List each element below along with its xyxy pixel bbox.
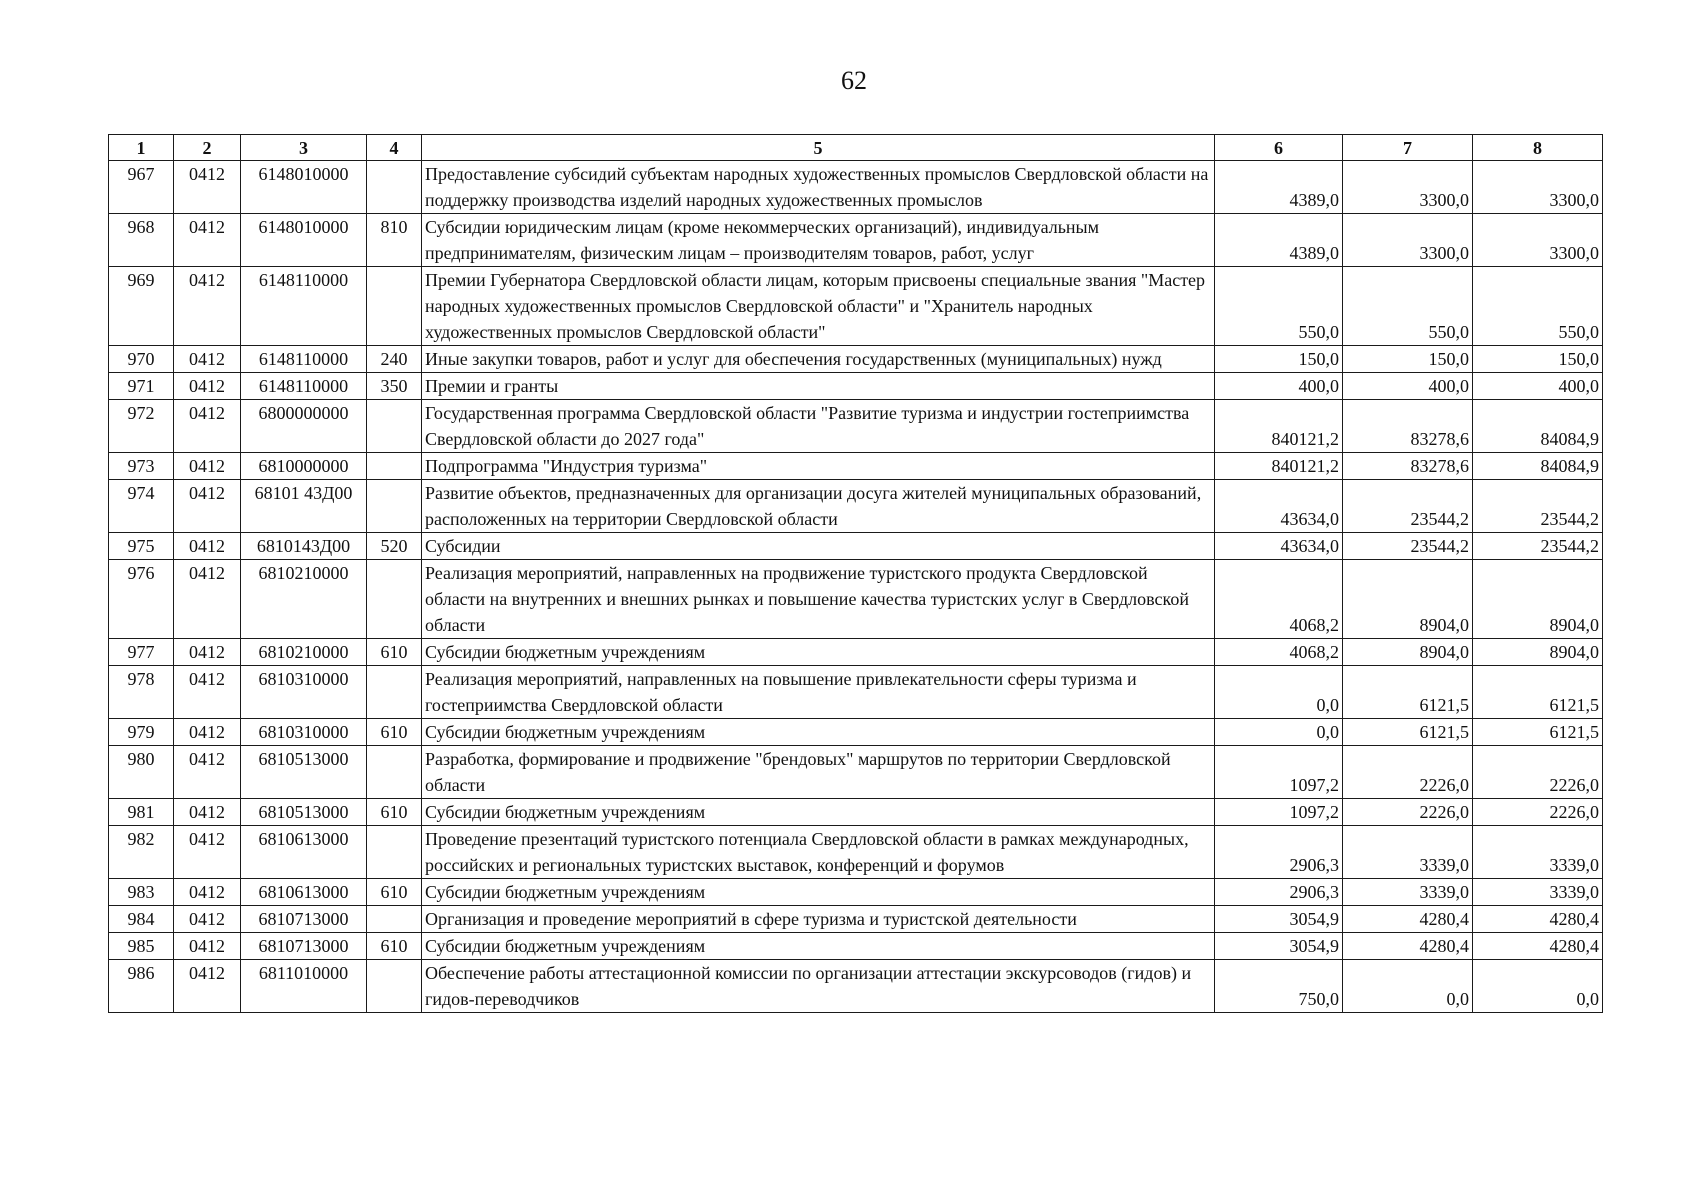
table-row: [109, 373, 1603, 400]
amount-col-6: 4389,0: [1215, 161, 1343, 214]
amount-col-6: 840121,2: [1215, 400, 1343, 453]
section-code: 0412: [174, 906, 241, 933]
amount-col-8: 23544,2: [1473, 533, 1603, 560]
amount-col-8: 6121,5: [1473, 666, 1603, 719]
amount-col-6: 3054,9: [1215, 933, 1343, 960]
row-number: 985: [109, 933, 174, 960]
row-number: 968: [109, 214, 174, 267]
row-number: 980: [109, 746, 174, 799]
expense-type-code: [367, 453, 422, 480]
section-code: 0412: [174, 400, 241, 453]
expense-type-code: [367, 400, 422, 453]
amount-col-6: 43634,0: [1215, 480, 1343, 533]
amount-col-8: 2226,0: [1473, 799, 1603, 826]
amount-col-6: 400,0: [1215, 373, 1343, 400]
amount-col-6: 1097,2: [1215, 746, 1343, 799]
amount-col-7: 400,0: [1343, 373, 1473, 400]
row-number: 986: [109, 960, 174, 1013]
amount-col-8: 8904,0: [1473, 560, 1603, 639]
expense-type-code: 610: [367, 879, 422, 906]
amount-col-8: 2226,0: [1473, 746, 1603, 799]
section-code: 0412: [174, 719, 241, 746]
amount-col-8: 4280,4: [1473, 933, 1603, 960]
expense-type-code: [367, 906, 422, 933]
table-row: [109, 960, 1603, 1013]
amount-col-8: 84084,9: [1473, 400, 1603, 453]
amount-col-7: 3339,0: [1343, 826, 1473, 879]
page-number: 62: [841, 66, 867, 95]
item-name: Субсидии бюджетным учреждениям: [422, 879, 1215, 906]
row-number: 975: [109, 533, 174, 560]
expense-type-code: [367, 267, 422, 346]
target-article-code: 6810210000: [241, 639, 367, 666]
section-code: 0412: [174, 826, 241, 879]
table-row: [109, 639, 1603, 666]
row-number: 972: [109, 400, 174, 453]
item-name: Субсидии бюджетным учреждениям: [422, 933, 1215, 960]
section-code: 0412: [174, 746, 241, 799]
item-name: Предоставление субсидий субъектам народных художественных промыслов Свердловской области на поддержку производства изделий народных художественных промыслов: [422, 161, 1215, 214]
item-name: Разработка, формирование и продвижение "брендовых" маршрутов по территории Свердловской области: [422, 746, 1215, 799]
amount-col-6: 150,0: [1215, 346, 1343, 373]
amount-col-7: 23544,2: [1343, 533, 1473, 560]
amount-col-7: 23544,2: [1343, 480, 1473, 533]
table-row: [109, 214, 1603, 267]
amount-col-6: 4068,2: [1215, 639, 1343, 666]
item-name: Проведение презентаций туристского потенциала Свердловской области в рамках международных, российских и региональных туристских выставок, конференций и форумов: [422, 826, 1215, 879]
amount-col-8: 23544,2: [1473, 480, 1603, 533]
amount-col-6: 43634,0: [1215, 533, 1343, 560]
section-code: 0412: [174, 533, 241, 560]
item-name: Субсидии юридическим лицам (кроме некоммерческих организаций), индивидуальным предпринимателям, физическим лицам – производителям товаров, работ, услуг: [422, 214, 1215, 267]
amount-col-8: 3300,0: [1473, 214, 1603, 267]
row-number: 979: [109, 719, 174, 746]
amount-col-7: 2226,0: [1343, 799, 1473, 826]
amount-col-7: 4280,4: [1343, 906, 1473, 933]
target-article-code: 68101 43Д00: [241, 480, 367, 533]
row-number: 984: [109, 906, 174, 933]
header-col-8: 8: [1473, 135, 1603, 161]
amount-col-6: 0,0: [1215, 719, 1343, 746]
item-name: Развитие объектов, предназначенных для организации досуга жителей муниципальных образований, расположенных на территории Свердловской области: [422, 480, 1215, 533]
section-code: 0412: [174, 453, 241, 480]
table-row: [109, 560, 1603, 639]
item-name: Иные закупки товаров, работ и услуг для обеспечения государственных (муниципальных) нужд: [422, 346, 1215, 373]
table-row: [109, 719, 1603, 746]
expense-type-code: 240: [367, 346, 422, 373]
amount-col-7: 3339,0: [1343, 879, 1473, 906]
amount-col-6: 2906,3: [1215, 879, 1343, 906]
table-row: [109, 267, 1603, 346]
expense-type-code: [367, 560, 422, 639]
target-article-code: 6810000000: [241, 453, 367, 480]
section-code: 0412: [174, 799, 241, 826]
amount-col-6: 550,0: [1215, 267, 1343, 346]
amount-col-7: 150,0: [1343, 346, 1473, 373]
table-body: [109, 161, 1603, 1013]
target-article-code: 6148110000: [241, 346, 367, 373]
item-name: Государственная программа Свердловской области "Развитие туризма и индустрии гостеприимства Свердловской области до 2027 года": [422, 400, 1215, 453]
section-code: 0412: [174, 267, 241, 346]
header-col-7: 7: [1343, 135, 1473, 161]
expense-type-code: [367, 746, 422, 799]
target-article-code: 6810713000: [241, 933, 367, 960]
row-number: 973: [109, 453, 174, 480]
expense-type-code: 520: [367, 533, 422, 560]
amount-col-8: 150,0: [1473, 346, 1603, 373]
target-article-code: 6810613000: [241, 879, 367, 906]
header-col-1: 1: [109, 135, 174, 161]
amount-col-7: 4280,4: [1343, 933, 1473, 960]
target-article-code: 6148110000: [241, 267, 367, 346]
item-name: Организация и проведение мероприятий в сфере туризма и туристской деятельности: [422, 906, 1215, 933]
expense-type-code: 610: [367, 933, 422, 960]
table-row: [109, 400, 1603, 453]
expense-type-code: [367, 480, 422, 533]
row-number: 977: [109, 639, 174, 666]
amount-col-8: 400,0: [1473, 373, 1603, 400]
row-number: 971: [109, 373, 174, 400]
section-code: 0412: [174, 933, 241, 960]
target-article-code: 6148110000: [241, 373, 367, 400]
row-number: 983: [109, 879, 174, 906]
amount-col-7: 6121,5: [1343, 666, 1473, 719]
header-row: [109, 135, 1603, 161]
item-name: Субсидии бюджетным учреждениям: [422, 719, 1215, 746]
target-article-code: 6810713000: [241, 906, 367, 933]
section-code: 0412: [174, 214, 241, 267]
amount-col-7: 83278,6: [1343, 453, 1473, 480]
header-col-6: 6: [1215, 135, 1343, 161]
target-article-code: 6810613000: [241, 826, 367, 879]
section-code: 0412: [174, 373, 241, 400]
expense-type-code: 610: [367, 639, 422, 666]
amount-col-8: 6121,5: [1473, 719, 1603, 746]
amount-col-8: 8904,0: [1473, 639, 1603, 666]
target-article-code: 6148010000: [241, 161, 367, 214]
table-row: [109, 879, 1603, 906]
target-article-code: 6800000000: [241, 400, 367, 453]
section-code: 0412: [174, 161, 241, 214]
amount-col-7: 83278,6: [1343, 400, 1473, 453]
item-name: Подпрограмма "Индустрия туризма": [422, 453, 1215, 480]
expense-type-code: [367, 826, 422, 879]
table-row: [109, 666, 1603, 719]
amount-col-8: 3300,0: [1473, 161, 1603, 214]
section-code: 0412: [174, 960, 241, 1013]
row-number: 976: [109, 560, 174, 639]
table-row: [109, 453, 1603, 480]
amount-col-7: 8904,0: [1343, 560, 1473, 639]
row-number: 978: [109, 666, 174, 719]
expense-type-code: 810: [367, 214, 422, 267]
header-col-4: 4: [367, 135, 422, 161]
row-number: 969: [109, 267, 174, 346]
item-name: Премии и гранты: [422, 373, 1215, 400]
header-col-5: 5: [422, 135, 1215, 161]
table-row: [109, 746, 1603, 799]
section-code: 0412: [174, 480, 241, 533]
row-number: 974: [109, 480, 174, 533]
target-article-code: 6148010000: [241, 214, 367, 267]
amount-col-8: 0,0: [1473, 960, 1603, 1013]
item-name: Реализация мероприятий, направленных на продвижение туристского продукта Свердловской области на внутренних и внешних рынках и повышение качества туристских услуг в Свердловской области: [422, 560, 1215, 639]
row-number: 981: [109, 799, 174, 826]
section-code: 0412: [174, 666, 241, 719]
amount-col-8: 4280,4: [1473, 906, 1603, 933]
amount-col-6: 4068,2: [1215, 560, 1343, 639]
item-name: Субсидии бюджетным учреждениям: [422, 639, 1215, 666]
row-number: 982: [109, 826, 174, 879]
amount-col-6: 3054,9: [1215, 906, 1343, 933]
header-col-3: 3: [241, 135, 367, 161]
section-code: 0412: [174, 346, 241, 373]
amount-col-7: 2226,0: [1343, 746, 1473, 799]
section-code: 0412: [174, 560, 241, 639]
item-name: Премии Губернатора Свердловской области лицам, которым присвоены специальные звания "Мастер народных художественных промыслов Свердловской области" и "Хранитель народных художественных промыслов Свердловской области": [422, 267, 1215, 346]
target-article-code: 6810310000: [241, 666, 367, 719]
amount-col-8: 3339,0: [1473, 826, 1603, 879]
expense-type-code: [367, 161, 422, 214]
target-article-code: 6810310000: [241, 719, 367, 746]
expense-type-code: [367, 666, 422, 719]
item-name: Субсидии: [422, 533, 1215, 560]
table-row: [109, 533, 1603, 560]
table-row: [109, 906, 1603, 933]
amount-col-6: 0,0: [1215, 666, 1343, 719]
table-row: [109, 161, 1603, 214]
table-row: [109, 346, 1603, 373]
amount-col-7: 0,0: [1343, 960, 1473, 1013]
item-name: Субсидии бюджетным учреждениям: [422, 799, 1215, 826]
amount-col-7: 3300,0: [1343, 161, 1473, 214]
header-col-2: 2: [174, 135, 241, 161]
amount-col-7: 3300,0: [1343, 214, 1473, 267]
expense-type-code: 610: [367, 799, 422, 826]
target-article-code: 6810513000: [241, 799, 367, 826]
amount-col-6: 840121,2: [1215, 453, 1343, 480]
table-row: [109, 480, 1603, 533]
amount-col-6: 750,0: [1215, 960, 1343, 1013]
amount-col-6: 2906,3: [1215, 826, 1343, 879]
amount-col-8: 3339,0: [1473, 879, 1603, 906]
section-code: 0412: [174, 639, 241, 666]
target-article-code: 6810210000: [241, 560, 367, 639]
row-number: 967: [109, 161, 174, 214]
amount-col-7: 8904,0: [1343, 639, 1473, 666]
amount-col-7: 6121,5: [1343, 719, 1473, 746]
amount-col-6: 1097,2: [1215, 799, 1343, 826]
expense-type-code: [367, 960, 422, 1013]
item-name: Реализация мероприятий, направленных на повышение привлекательности сферы туризма и гостеприимства Свердловской области: [422, 666, 1215, 719]
amount-col-8: 550,0: [1473, 267, 1603, 346]
amount-col-7: 550,0: [1343, 267, 1473, 346]
budget-table: [108, 134, 1603, 1013]
target-article-code: 6810143Д00: [241, 533, 367, 560]
amount-col-6: 4389,0: [1215, 214, 1343, 267]
target-article-code: 6810513000: [241, 746, 367, 799]
table-header: [109, 135, 1603, 161]
table-row: [109, 826, 1603, 879]
table-row: [109, 933, 1603, 960]
expense-type-code: 350: [367, 373, 422, 400]
expense-type-code: 610: [367, 719, 422, 746]
item-name: Обеспечение работы аттестационной комиссии по организации аттестации экскурсоводов (гидов) и гидов-переводчиков: [422, 960, 1215, 1013]
target-article-code: 6811010000: [241, 960, 367, 1013]
table-row: [109, 799, 1603, 826]
section-code: 0412: [174, 879, 241, 906]
amount-col-8: 84084,9: [1473, 453, 1603, 480]
row-number: 970: [109, 346, 174, 373]
